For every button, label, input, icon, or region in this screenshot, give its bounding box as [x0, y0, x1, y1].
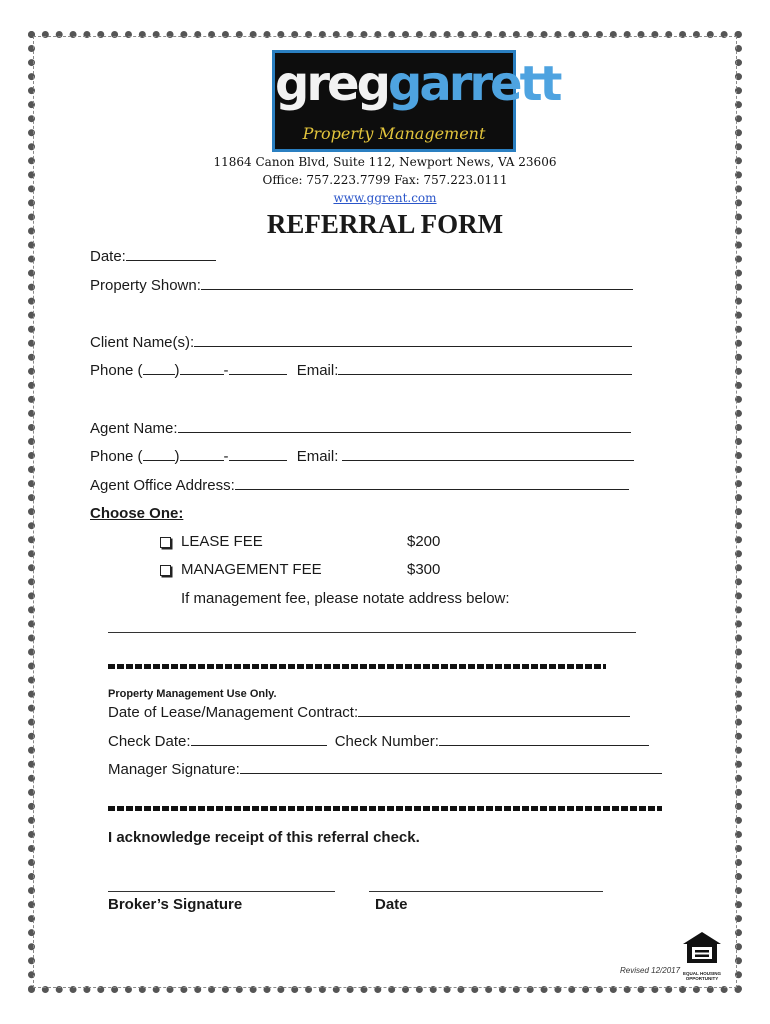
agent-phone-row: Phone ( ) - Email:	[90, 446, 634, 467]
logo-name-part2: garrett	[387, 56, 560, 112]
management-fee-checkbox[interactable]	[160, 565, 171, 576]
lease-fee-label: LEASE FEE	[181, 533, 263, 550]
broker-signature-field[interactable]	[108, 891, 335, 892]
client-phone-row: Phone ( ) - Email:	[90, 360, 632, 381]
signature-date-field[interactable]	[369, 891, 603, 892]
contract-date-row	[108, 702, 630, 723]
contract-date-label: Date of Lease/Management Contract:	[108, 704, 359, 721]
management-fee-option[interactable]	[160, 560, 322, 580]
client-phone-area-field[interactable]	[143, 360, 175, 375]
agent-office-label: Agent Office Address:	[90, 477, 235, 494]
management-fee-note: If management fee, please notate address below:	[181, 590, 510, 607]
agent-office-field[interactable]	[235, 475, 629, 490]
agent-phone-area-field[interactable]	[143, 446, 175, 461]
agent-name-field[interactable]	[178, 418, 631, 433]
client-phone-line-field[interactable]	[229, 360, 287, 375]
agent-email-field[interactable]	[342, 446, 634, 461]
client-phone-label: Phone (	[90, 362, 143, 379]
client-email-label: Email:	[296, 362, 339, 379]
check-date-field[interactable]	[191, 731, 327, 746]
office-use-heading: Property Management Use Only.	[108, 688, 277, 700]
manager-signature-field[interactable]	[240, 759, 662, 774]
agent-office-row	[90, 475, 629, 496]
broker-signature-label: Broker’s Signature	[108, 896, 243, 913]
revised-date: Revised 12/2017	[620, 966, 681, 975]
check-number-label: Check Number:	[334, 733, 439, 750]
lease-fee-checkbox[interactable]	[160, 537, 171, 548]
agent-phone-label: Phone (	[90, 448, 143, 465]
property-shown-label: Property Shown:	[90, 277, 201, 294]
contract-date-field[interactable]	[358, 702, 630, 717]
check-number-field[interactable]	[439, 731, 649, 746]
agent-name-label: Agent Name:	[90, 420, 178, 437]
property-shown-field[interactable]	[201, 275, 633, 290]
choose-one-heading: Choose One:	[90, 505, 184, 522]
separator-1	[108, 664, 606, 669]
agent-email-label: Email:	[296, 448, 339, 465]
logo-name-part1: greg	[275, 56, 388, 112]
management-address-field[interactable]	[108, 632, 636, 633]
signature-date-label: Date	[375, 896, 408, 913]
date-row	[90, 246, 216, 267]
lease-fee-option[interactable]	[160, 532, 263, 552]
property-shown-row	[90, 275, 633, 296]
agent-name-row	[90, 418, 631, 439]
logo-tagline: Property Management	[302, 124, 486, 143]
equal-housing-icon	[681, 930, 723, 980]
management-fee-label: MANAGEMENT FEE	[181, 561, 322, 578]
client-names-label: Client Name(s):	[90, 334, 195, 351]
client-phone-prefix-field[interactable]	[180, 360, 224, 375]
company-logo	[272, 50, 560, 152]
date-field[interactable]	[126, 246, 216, 261]
equal-housing-text: EQUAL HOUSING OPPORTUNITY	[683, 971, 721, 981]
date-label: Date:	[90, 248, 126, 265]
management-fee-amount: $300	[407, 561, 441, 578]
phone-fax: Office: 757.223.7799 Fax: 757.223.0111	[262, 173, 508, 187]
client-names-field[interactable]	[194, 332, 632, 347]
manager-signature-row	[108, 759, 662, 780]
manager-signature-label: Manager Signature:	[108, 761, 240, 778]
check-row	[108, 731, 649, 752]
agent-phone-line-field[interactable]	[229, 446, 287, 461]
separator-2	[108, 806, 662, 811]
check-date-label: Check Date:	[108, 733, 191, 750]
website-link[interactable]: www.ggrent.com	[333, 191, 437, 205]
street-address: 11864 Canon Blvd, Suite 112, Newport News, VA 23606	[213, 155, 557, 169]
lease-fee-amount: $200	[407, 533, 441, 550]
acknowledge-text: I acknowledge receipt of this referral check.	[108, 829, 420, 846]
form-title: REFERRAL FORM	[266, 209, 504, 239]
client-email-field[interactable]	[338, 360, 632, 375]
client-names-row	[90, 332, 632, 353]
agent-phone-prefix-field[interactable]	[180, 446, 224, 461]
